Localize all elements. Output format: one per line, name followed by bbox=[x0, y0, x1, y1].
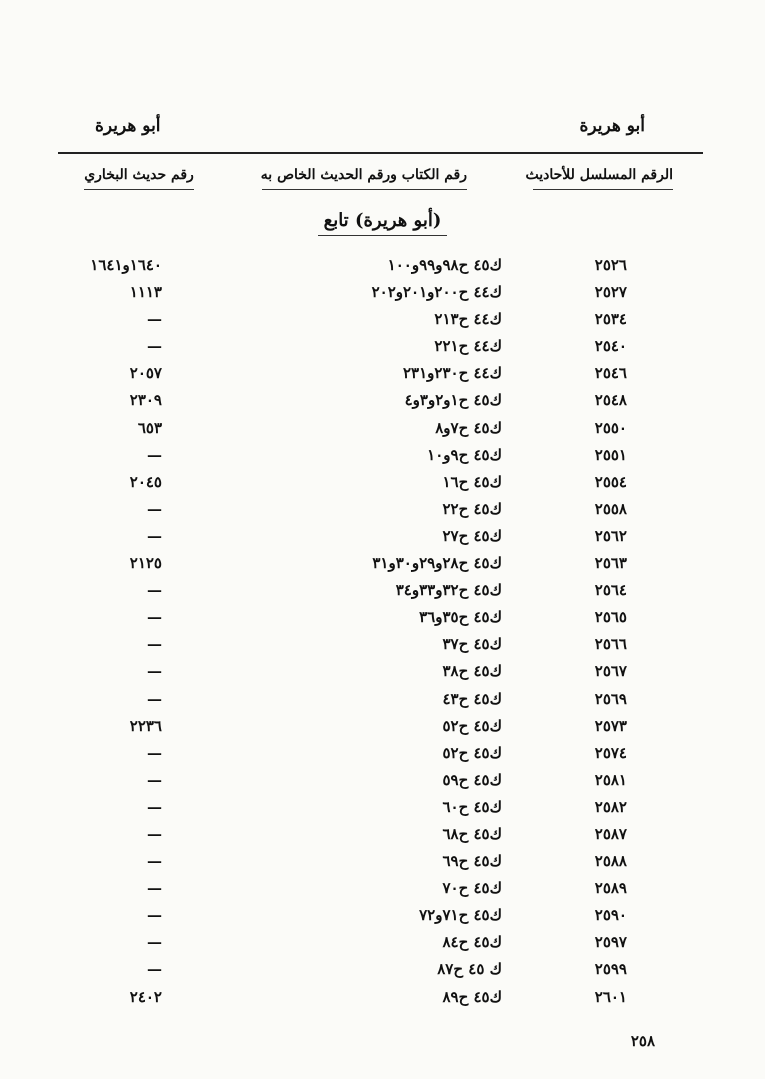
serial-number-cell: ٢٥٥٨ bbox=[594, 499, 627, 518]
book-ref-cell: ك٤٥ ح٦٠ bbox=[442, 797, 502, 816]
bukhari-number-cell: ١١١٣ bbox=[129, 283, 162, 302]
bukhari-number-cell: — bbox=[147, 879, 162, 898]
book-ref-cell: ك٤٥ ح٩٨و٩٩و١٠٠ bbox=[387, 256, 502, 274]
serial-number-cell: ٢٥٤٨ bbox=[594, 391, 627, 410]
table-row bbox=[0, 823, 765, 850]
serial-number-cell: ٢٥٨٢ bbox=[594, 797, 627, 816]
bukhari-number-cell: — bbox=[147, 445, 162, 464]
header-rule bbox=[58, 152, 703, 154]
book-ref-cell: ك٤٤ ح٢٠٠و٢٠١و٢٠٢ bbox=[371, 283, 502, 302]
table-row bbox=[0, 796, 765, 823]
table-row bbox=[0, 715, 765, 742]
bukhari-number-cell: — bbox=[147, 499, 162, 518]
bukhari-number-cell: ٢٤٠٢ bbox=[129, 987, 162, 1006]
serial-number-cell: ٢٥٨٨ bbox=[594, 852, 627, 871]
bukhari-number-cell: — bbox=[147, 797, 162, 816]
bukhari-number-cell: — bbox=[147, 608, 162, 627]
serial-number-cell: ٢٥٦٢ bbox=[594, 526, 627, 545]
book-ref-cell: ك٤٥ ح٣٢و٣٣و٣٤ bbox=[395, 581, 502, 600]
table-row bbox=[0, 877, 765, 904]
bukhari-number-cell: ٢٢٣٦ bbox=[129, 716, 162, 735]
book-ref-cell: ك٤٥ ح١٦ bbox=[442, 472, 502, 491]
book-ref-cell: ك٤٥ ح٧١و٧٢ bbox=[419, 906, 502, 925]
bukhari-number-cell: ٢١٢٥ bbox=[129, 554, 162, 573]
table-row bbox=[0, 444, 765, 471]
table-row bbox=[0, 931, 765, 958]
serial-number-cell: ٢٥٨١ bbox=[594, 770, 627, 789]
table-row bbox=[0, 606, 765, 633]
serial-number-cell: ٢٥٢٦ bbox=[594, 256, 627, 274]
table-row bbox=[0, 308, 765, 335]
book-ref-cell: ك٤٥ ح٣٨ bbox=[442, 662, 502, 681]
table-row bbox=[0, 389, 765, 416]
hadith-table bbox=[0, 254, 765, 1013]
table-row bbox=[0, 417, 765, 444]
book-ref-cell: ك٤٥ ح٩و١٠ bbox=[427, 445, 502, 464]
serial-number-cell: ٢٥٥٠ bbox=[594, 418, 627, 437]
table-row bbox=[0, 471, 765, 498]
book-ref-cell: ك٤٤ ح٢٢١ bbox=[434, 337, 502, 356]
book-ref-cell: ك٤٥ ح٢٧ bbox=[442, 526, 502, 545]
table-row bbox=[0, 525, 765, 552]
table-row bbox=[0, 904, 765, 931]
serial-number-cell: ٢٥٦٦ bbox=[594, 635, 627, 654]
serial-number-cell: ٢٥٦٣ bbox=[594, 554, 627, 573]
column-header-serial: الرقم المسلسل للأحاديث bbox=[533, 167, 673, 190]
table-row bbox=[0, 688, 765, 715]
serial-number-cell: ٢٥٥٤ bbox=[594, 472, 627, 491]
serial-number-cell: ٢٥٦٥ bbox=[594, 608, 627, 627]
book-ref-cell: ك٤٥ ح٢٢ bbox=[442, 499, 502, 518]
bukhari-number-cell: ٦٥٣ bbox=[137, 418, 162, 437]
book-ref-cell: ك٤٥ ح١و٢و٣و٤ bbox=[404, 391, 502, 410]
serial-number-cell: ٢٥٣٤ bbox=[594, 310, 627, 329]
table-row bbox=[0, 660, 765, 687]
serial-number-cell: ٢٥٥١ bbox=[594, 445, 627, 464]
book-ref-cell: ك٤٥ ح٦٨ bbox=[442, 824, 502, 843]
bukhari-number-cell: ٢٠٤٥ bbox=[129, 472, 162, 491]
serial-number-cell: ٢٥٦٤ bbox=[594, 581, 627, 600]
serial-number-cell: ٢٥٦٧ bbox=[594, 662, 627, 681]
book-ref-cell: ك٤٥ ح٤٣ bbox=[442, 689, 502, 708]
column-header-bukhari: رقم حديث البخاري bbox=[84, 167, 194, 190]
book-ref-cell: ك٤٤ ح٢٣٠و٢٣١ bbox=[403, 364, 502, 383]
serial-number-cell: ٢٥٤٦ bbox=[594, 364, 627, 383]
book-ref-cell: ك٤٥ ح٧و٨ bbox=[435, 418, 502, 437]
table-row bbox=[0, 633, 765, 660]
book-ref-cell: ك٤٥ ح٥٩ bbox=[442, 770, 502, 789]
table-row bbox=[0, 850, 765, 877]
serial-number-cell: ٢٥٦٩ bbox=[594, 689, 627, 708]
bukhari-number-cell: — bbox=[147, 743, 162, 762]
table-row bbox=[0, 335, 765, 362]
bukhari-number-cell: — bbox=[147, 770, 162, 789]
section-title bbox=[0, 210, 765, 231]
table-row bbox=[0, 498, 765, 525]
serial-number-cell: ٢٥٤٠ bbox=[594, 337, 627, 356]
serial-number-cell: ٢٥٨٧ bbox=[594, 824, 627, 843]
serial-number-cell: ٢٥٩٠ bbox=[594, 906, 627, 925]
bukhari-number-cell: — bbox=[147, 852, 162, 871]
bukhari-number-cell: — bbox=[147, 662, 162, 681]
book-ref-cell: ك٤٥ ح٣٧ bbox=[442, 635, 502, 654]
bukhari-number-cell: — bbox=[147, 635, 162, 654]
serial-number-cell: ٢٥٧٤ bbox=[594, 743, 627, 762]
table-row bbox=[0, 986, 765, 1013]
column-header-book-ref: رقم الكتاب ورقم الحديث الخاص به bbox=[262, 167, 467, 190]
serial-number-cell: ٢٥٧٣ bbox=[594, 716, 627, 735]
book-ref-cell: ك ٤٥ ح٨٧ bbox=[437, 960, 502, 979]
page-number: ٢٥٨ bbox=[630, 1032, 655, 1050]
bukhari-number-cell: — bbox=[147, 689, 162, 708]
serial-number-cell: ٢٦٠١ bbox=[594, 987, 627, 1006]
section-title-text: (أبو هريرة) تابع bbox=[318, 210, 448, 236]
bukhari-number-cell: ٢٣٠٩ bbox=[129, 391, 162, 410]
table-row bbox=[0, 254, 765, 281]
table-row bbox=[0, 362, 765, 389]
table-row bbox=[0, 552, 765, 579]
bukhari-number-cell: — bbox=[147, 824, 162, 843]
book-ref-cell: ك٤٥ ح٥٢ bbox=[442, 716, 502, 735]
bukhari-number-cell: — bbox=[147, 526, 162, 545]
running-header-right: أبو هريرة bbox=[579, 116, 645, 136]
book-ref-cell: ك٤٥ ح٢٨و٢٩و٣٠و٣١ bbox=[372, 554, 502, 573]
book-ref-cell: ك٤٥ ح٦٩ bbox=[442, 852, 502, 871]
table-row bbox=[0, 769, 765, 796]
serial-number-cell: ٢٥٩٧ bbox=[594, 933, 627, 952]
bukhari-number-cell: — bbox=[147, 581, 162, 600]
bukhari-number-cell: ١٦٤٠و١٦٤١ bbox=[90, 256, 162, 274]
book-ref-cell: ك٤٥ ح٥٢ bbox=[442, 743, 502, 762]
table-row bbox=[0, 281, 765, 308]
bukhari-number-cell: — bbox=[147, 906, 162, 925]
serial-number-cell: ٢٥٢٧ bbox=[594, 283, 627, 302]
bukhari-number-cell: — bbox=[147, 960, 162, 979]
running-header-left: أبو هريرة bbox=[95, 116, 161, 136]
table-row bbox=[0, 742, 765, 769]
book-ref-cell: ك٤٥ ح٣٥و٣٦ bbox=[419, 608, 502, 627]
serial-number-cell: ٢٥٨٩ bbox=[594, 879, 627, 898]
book-ref-cell: ك٤٥ ح٨٤ bbox=[442, 933, 502, 952]
book-ref-cell: ك٤٥ ح٨٩ bbox=[442, 987, 502, 1006]
bukhari-number-cell: — bbox=[147, 337, 162, 356]
book-ref-cell: ك٤٤ ح٢١٣ bbox=[434, 310, 502, 329]
bukhari-number-cell: — bbox=[147, 933, 162, 952]
table-row bbox=[0, 579, 765, 606]
bukhari-number-cell: ٢٠٥٧ bbox=[129, 364, 162, 383]
bukhari-number-cell: — bbox=[147, 310, 162, 329]
serial-number-cell: ٢٥٩٩ bbox=[594, 960, 627, 979]
book-ref-cell: ك٤٥ ح٧٠ bbox=[442, 879, 502, 898]
table-row bbox=[0, 958, 765, 985]
